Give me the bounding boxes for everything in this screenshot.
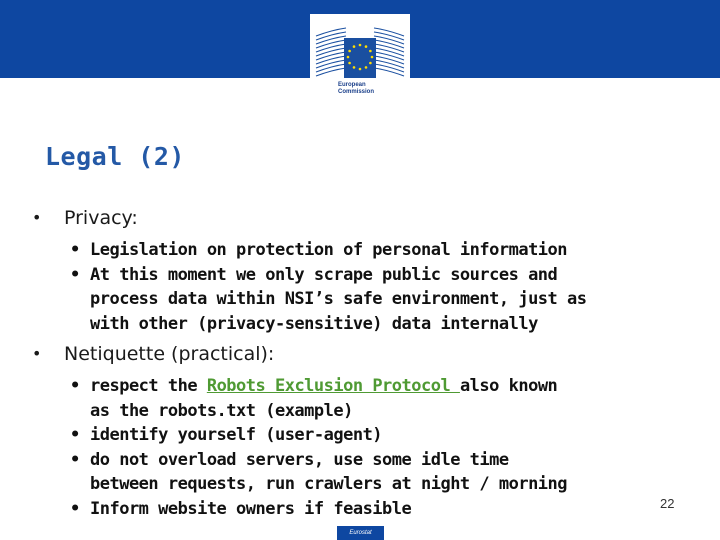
building-logo-icon bbox=[312, 18, 408, 82]
bullet-icon: • bbox=[70, 376, 80, 396]
bullet-icon: • bbox=[70, 240, 80, 260]
privacy-items bbox=[32, 238, 692, 336]
robots-exclusion-protocol-link[interactable]: Robots Exclusion Protocol bbox=[206, 376, 460, 396]
list-item: • respect the Robots Exclusion Protocol also known as the robots.txt (example) bbox=[70, 376, 558, 421]
page-number: 22 bbox=[660, 496, 675, 511]
list-item: • Inform website owners if feasible bbox=[32, 497, 692, 522]
section-privacy bbox=[32, 206, 692, 230]
eurostat-footer: Eurostat bbox=[337, 526, 384, 540]
bullet-list bbox=[32, 206, 692, 527]
slide-title: Legal (2) bbox=[45, 142, 185, 171]
bullet-icon: • bbox=[32, 344, 42, 363]
section-netiquette bbox=[32, 342, 692, 366]
european-commission-logo bbox=[310, 14, 410, 104]
netiquette-items bbox=[32, 374, 692, 521]
bullet-icon: • bbox=[70, 498, 80, 519]
bullet-icon: • bbox=[32, 208, 42, 227]
bullet-icon: • bbox=[70, 449, 80, 470]
bullet-icon: • bbox=[70, 264, 80, 285]
section-heading: Netiquette (practical): bbox=[64, 343, 275, 365]
list-item: • identify yourself (user-agent) bbox=[32, 423, 692, 448]
section-heading: Privacy: bbox=[64, 207, 138, 229]
list-item: • Legislation on protection of personal information bbox=[32, 238, 692, 263]
list-item: • At this moment we only scrape public sources and process data within NSI’s safe environment, just as with other (privacy-sensitive) data internally bbox=[70, 264, 587, 334]
list-item: • do not overload servers, use some idle time between requests, run crawlers at night / morning bbox=[70, 449, 568, 494]
logo-text: European Commission bbox=[338, 82, 375, 95]
bullet-icon: • bbox=[70, 425, 80, 445]
